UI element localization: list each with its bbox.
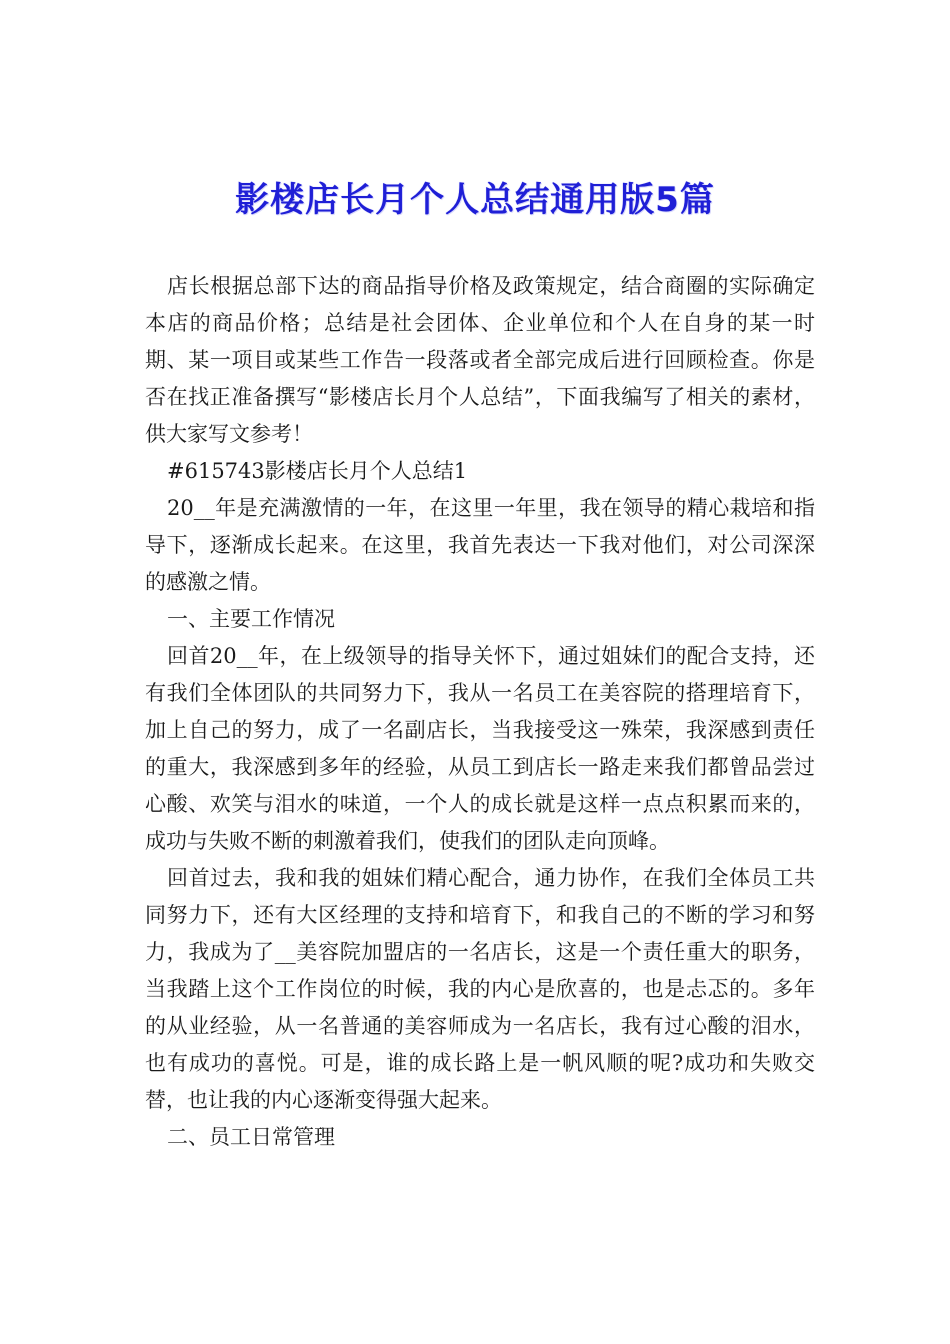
body-paragraph: 回首20__年，在上级领导的指导关怀下，通过姐妹们的配合支持，还有我们全体团队的共同努力下，我从一名员工在美容院的搭理培育下，加上自己的努力，成了一名副店长，当我接受这一殊荣，我深感到责任的重大，我深感到多年的经验，从员工到店长一路走来我们都曾品尝过心酸、欢笑与泪水的味道，一个人的成长就是这样一点点积累而来的，成功与失败不断的刺激着我们，使我们的团队走向顶峰。 [145,644,815,853]
document-body [145,268,815,1156]
intro-paragraph: 店长根据总部下达的商品指导价格及政策规定，结合商圈的实际确定本店的商品价格；总结是社会团体、企业单位和个人在自身的某一时期、某一项目或某些工作告一段落或者全部完成后进行回顾检查。你是否在找正准备撰写“影楼店长月个人总结”，下面我编写了相关的素材，供大家写文参考！ [145,274,815,446]
section-heading-main-work: 一、主要工作情况 [167,607,335,631]
section-heading-summary-1: #615743影楼店长月个人总结1 [167,459,468,483]
section-heading-staff-management: 二、员工日常管理 [167,1125,335,1149]
document-title: 影楼店长月个人总结通用版5篇 [235,180,715,220]
body-paragraph: 20__年是充满激情的一年，在这里一年里，我在领导的精心栽培和指导下，逐渐成长起来。在这里，我首先表达一下我对他们，对公司深深的感激之情。 [145,496,815,594]
body-paragraph: 回首过去，我和我的姐妹们精心配合，通力协作，在我们全体员工共同努力下，还有大区经理的支持和培育下，和我自己的不断的学习和努力，我成为了__美容院加盟店的一名店长，这是一个责任重大的职务，当我踏上这个工作岗位的时候，我的内心是欣喜的，也是忐忑的。多年的从业经验，从一名普通的美容师成为一名店长，我有过心酸的泪水，也有成功的喜悦。可是，谁的成长路上是一帆风顺的呢?成功和失败交替，也让我的内心逐渐变得强大起来。 [145,866,815,1112]
